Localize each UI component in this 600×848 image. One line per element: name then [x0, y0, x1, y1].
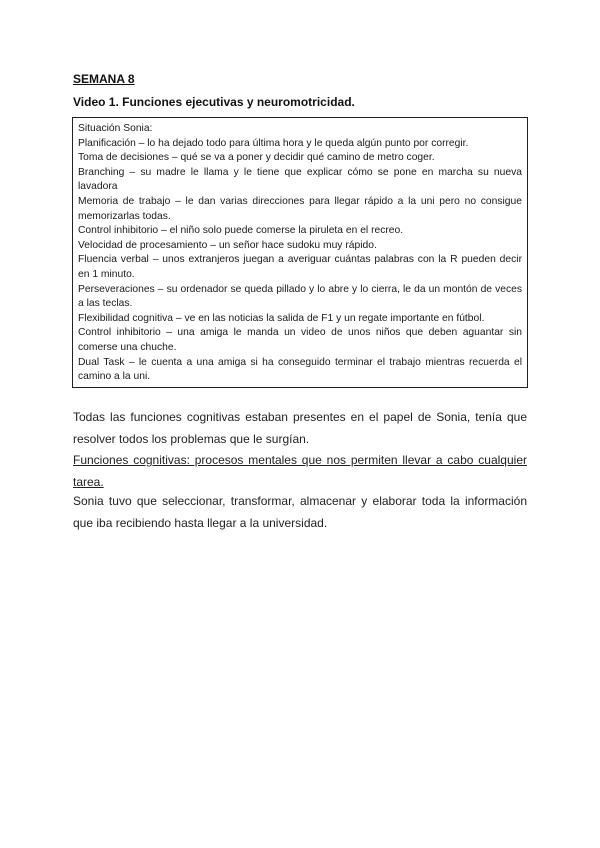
- situation-item: Fluencia verbal – unos extranjeros juegan a averiguar cuántas palabras con la R pueden decir en 1 minuto.: [78, 254, 522, 280]
- situation-item: Perseveraciones – su ordenador se queda pillado y lo abre y lo cierra, le da un montón de veces a las teclas.: [78, 283, 522, 310]
- situation-item: Velocidad de procesamiento – un señor hace sudoku muy rápido.: [78, 239, 377, 251]
- definition-paragraph: Funciones cognitivas: procesos mentales que nos permiten llevar a cabo cualquier tarea.: [73, 453, 527, 489]
- situation-item: Toma de decisiones – qué se va a poner y decidir qué camino de metro coger.: [78, 152, 435, 164]
- situation-item: Flexibilidad cognitiva – ve en las noticias la salida de F1 y un regate importante en fútbol.: [78, 312, 485, 324]
- video-title: Video 1. Funciones ejecutivas y neuromotricidad.: [73, 95, 355, 109]
- situation-title: Situación Sonia:: [78, 123, 153, 134]
- situation-item: Dual Task – le cuenta a una amiga si ha conseguido terminar el trabajo mientras recuerda el camino a la uni.: [78, 356, 522, 383]
- situation-item: Control inhibitorio – el niño solo puede comerse la piruleta en el recreo.: [78, 225, 404, 237]
- situation-item: Control inhibitorio – una amiga le manda un video de unos niños que deben aguantar sin comerse una chuche.: [78, 327, 522, 353]
- situation-item: Memoria de trabajo – le dan varias direcciones para llegar rápido a la uni pero no consigue memorizarlas todas.: [78, 195, 522, 222]
- week-title: SEMANA 8: [73, 72, 135, 86]
- body-paragraph-1: Todas las funciones cognitivas estaban presentes en el papel de Sonia, tenía que resolver todos los problemas que le surgían.: [73, 410, 527, 446]
- situation-box: [72, 117, 528, 388]
- situation-item: Branching – su madre le llama y le tiene que explicar cómo se pone en marcha su nueva lavadora: [78, 166, 522, 193]
- body-paragraph-3: Sonia tuvo que seleccionar, transformar, almacenar y elaborar toda la información que iba recibiendo hasta llegar a la universidad.: [73, 494, 527, 530]
- situation-item: Planificación – lo ha dejado todo para última hora y le queda algún punto por corregir.: [78, 137, 469, 149]
